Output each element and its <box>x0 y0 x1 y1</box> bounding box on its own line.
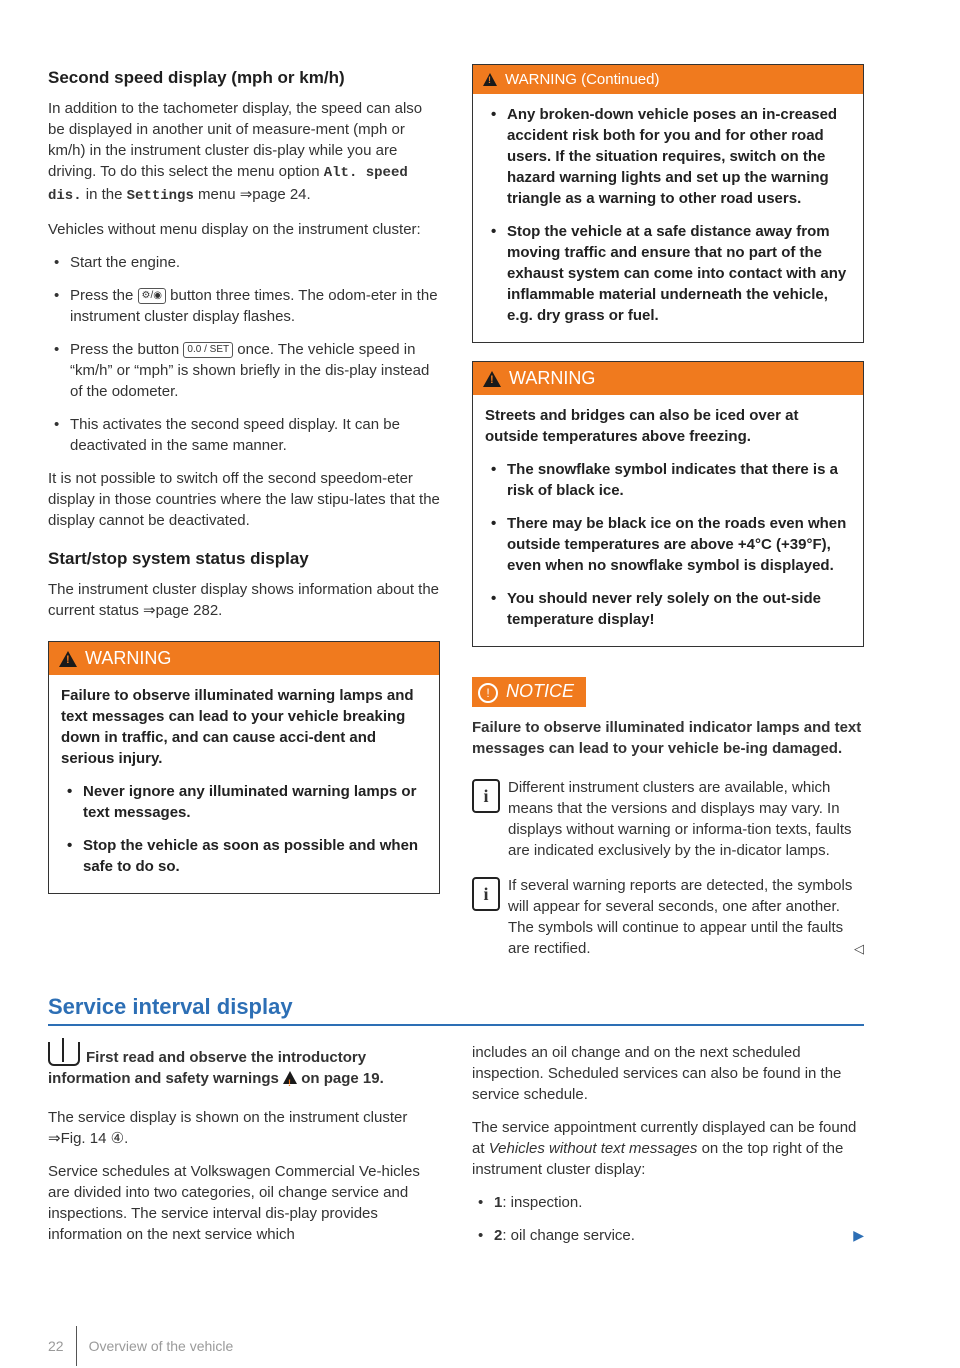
warning-triangle-icon <box>483 371 501 387</box>
para-second-speed: In addition to the tachometer display, the speed can also be displayed in another unit of measure-ment (mph or km/h) in the instrument cluster dis-play while you are driving. To do this select the menu option Alt. speed dis. in the Settings menu ⇒page 24. <box>48 100 423 204</box>
warning-header: ! WARNING <box>473 362 863 395</box>
fig-link[interactable]: ⇒Fig. 14 <box>48 1130 107 1147</box>
warning-bullet: • Never ignore any illuminated warning lamps or text messages. <box>61 781 427 823</box>
warning-bullet: • Stop the vehicle at a safe distance away from moving traffic and ensure that no part of the exhaust system can come into contact with any inflammable material underneath the vehicle, e.g. dry grass or fuel. <box>485 221 851 326</box>
para-vehicles-without-menu: Vehicles without menu display on the instrument cluster: <box>48 221 421 238</box>
book-icon <box>48 1042 80 1066</box>
menu-option-alt-speed: Alt. speed dis. <box>48 165 408 204</box>
notice-text: Failure to observe illuminated indicator lamps and text messages can lead to your vehicle be-ing damaged. <box>472 719 862 757</box>
warning-bullet: • Any broken-down vehicle poses an in-creased accident risk both for you and for other road users. If the situation requires, switch on the hazard warning lights and set up the warning triangle as a warning to other road users. <box>485 104 851 209</box>
page-footer <box>48 1326 233 1366</box>
warning-header: ! WARNING <box>49 642 439 675</box>
info-icon: i <box>472 877 500 911</box>
bullet-start-engine: • Start the engine. <box>48 252 440 273</box>
warning-bullet: • You should never rely solely on the out-side temperature display! <box>485 588 851 630</box>
warning-triangle-icon <box>483 73 497 86</box>
list-item-inspection: • 1: inspection. <box>472 1192 864 1213</box>
right-column <box>472 64 864 971</box>
warning-bullet: • Stop the vehicle as soon as possible and when safe to do so. <box>61 835 427 877</box>
menu-settings: Settings <box>126 188 194 204</box>
intro-note: First read and observe the introductory information and safety warnings ! on page 19. <box>48 1042 440 1089</box>
info-note: i If several warning reports are detected, the symbols will appear for several seconds, one after another. The symbols will continue to appear until the faults are rectified. ◁ <box>472 875 864 959</box>
heading-second-speed: Second speed display (mph or km/h) <box>48 68 345 87</box>
end-mark-icon: ◁ <box>854 941 864 956</box>
bullet-press-set: • Press the button 0.0 / SET once. The vehicle speed in “km/h” or “mph” is shown briefly in the dis-play instead of the odometer. <box>48 339 440 402</box>
para-not-possible: It is not possible to switch off the second speedom-eter display in those countries where the law stipu-lates that the display cannot be deactivated. <box>48 470 440 529</box>
service-left-column <box>48 1042 440 1257</box>
section-title: Service interval display <box>48 994 293 1019</box>
set-key-icon: 0.0 / SET <box>183 342 233 358</box>
para-appointment: The service appointment currently displayed can be found at Vehicles without text messages on the top right of the instrument cluster display: <box>472 1119 857 1178</box>
odometer-key-icon: ⚙/◉ <box>138 288 166 304</box>
page-link-282[interactable]: ⇒page 282. <box>143 602 223 619</box>
page-link-24[interactable]: ⇒page 24. <box>239 186 311 203</box>
warning-bullet: • There may be black ice on the roads even when outside temperatures are above +4°C (+39°F), even when no snowflake symbol is displayed. <box>485 513 851 576</box>
para-service-schedules: Service schedules at Volkswagen Commercial Ve-hicles are divided into two categories, oil change service and inspections. The service interval dis-play provides information on the next service which <box>48 1163 420 1243</box>
notice-icon: ! <box>478 683 498 703</box>
heading-start-stop: Start/stop system status display <box>48 549 309 568</box>
info-note: i Different instrument clusters are available, which means that the versions and displays may vary. In displays without warning or informa-tion texts, faults are indicated exclusively by the in-dicator lamps. <box>472 777 864 861</box>
bullet-activates: • This activates the second speed display. It can be deactivated in the same manner. <box>48 414 440 456</box>
bullet-press-button: • Press the ⚙/◉ button three times. The odom-eter in the instrument cluster display flashes. <box>48 285 440 327</box>
warning-triangle-icon <box>283 1071 297 1084</box>
warning-text: Streets and bridges can also be iced over at outside temperatures above freezing. <box>485 407 799 445</box>
page-number: 22 <box>48 1338 64 1354</box>
para-includes: includes an oil change and on the next scheduled inspection. Scheduled services can also be found in the service schedule. <box>472 1044 842 1103</box>
warning-box-lamps <box>48 641 440 894</box>
section-divider <box>48 1024 864 1026</box>
warning-triangle-icon <box>59 651 77 667</box>
warning-text: Failure to observe illuminated warning lamps and text messages can lead to your vehicle breaking down in traffic, and can cause acci-dent and serious injury. <box>61 687 414 767</box>
left-column <box>48 68 440 908</box>
next-page-arrow-icon[interactable]: ▶ <box>853 1227 864 1243</box>
para-start-stop: The instrument cluster display shows information about the current status ⇒page 282. <box>48 581 440 619</box>
warning-header: ! WARNING (Continued) <box>473 65 863 94</box>
para-service-display: The service display is shown on the instrument cluster ⇒Fig. 14 ④. <box>48 1109 408 1147</box>
info-icon: i <box>472 779 500 813</box>
list-item-oil-change: • 2: oil change service. ▶ <box>472 1225 864 1246</box>
warning-box-continued <box>472 64 864 343</box>
service-right-column <box>472 1042 864 1258</box>
footer-divider <box>76 1326 77 1366</box>
notice-badge: ! NOTICE <box>472 677 586 707</box>
footer-title: Overview of the vehicle <box>88 1338 234 1354</box>
warning-bullet: • The snowflake symbol indicates that there is a risk of black ice. <box>485 459 851 501</box>
warning-box-ice <box>472 361 864 647</box>
